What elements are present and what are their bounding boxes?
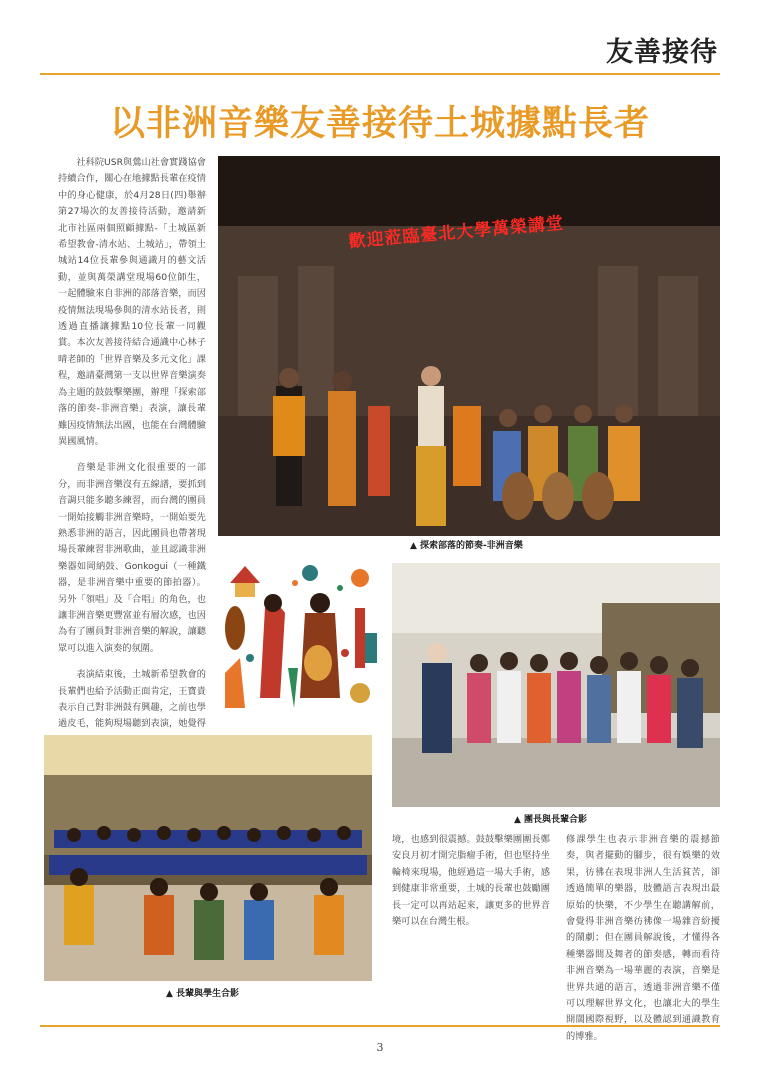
page-number: 3 [376, 1041, 384, 1054]
stage-photo-caption: ▲ 探索部落的節奏-非洲音樂 [410, 541, 523, 551]
group-photo-caption: ▲ 團長與長輩合影 [514, 815, 588, 825]
section-tag: 友善接待 [606, 37, 718, 68]
text-column-left [58, 155, 206, 792]
paragraph-1: 社科院USR與鶯山社會實踐協會持續合作，關心在地據點長輩在疫情中的身心健康，於4月28日(四)舉辦第27場次的友善接待活動，邀請新北市社區兩個照顧據點-「土城區新希望教會-清水站、土城站」，帶領土城站14位長輩參與通識月的藝文活動，並與萬榮講堂現場60位師生，一起體驗來自非洲的部落音樂，而因疫情無法現場參與的清水站長者，則透過直播讓據點10位長輩一同觀賞。本次友善接待結合通識中心林子晴老師的「世界音樂及多元文化」課程，邀請臺灣第一支以世界音樂演奏為主題的鼓鼓擊樂團，辦理「探索部落的節奏-非洲音樂」表演，讓長輩雖因疫情無法出國，也能在台灣體驗異國風情。 [58, 157, 206, 447]
hall-photo-caption: ▲ 長輩與學生合影 [166, 989, 240, 999]
text-column-middle [392, 832, 550, 940]
paragraph-3: 表演結束後，土城新希望教會的長輩們也給予活動正面肯定，王寶貴表示自己對非洲鼓有興趣，之前也學過皮毛，能夠現場聽到表演，她覺得 [58, 669, 206, 730]
paragraph-4: 境，也感到很震撼。鼓鼓擊樂團團長鄭安良月初才開完脂瘤手術，但也堅持坐輪椅來現場，他經過這一場大手術，感到健康非常重要，土城的長輩也鼓勵團長一定可以再站起來，讓更多的世界音樂可以在台灣生根。 [392, 834, 550, 928]
stage-banner: 歡迎蒞臨臺北大學萬榮講堂 [347, 213, 565, 253]
header-rule [40, 73, 720, 75]
group-photo-elders [392, 563, 720, 807]
article-title: 以非洲音樂友善接待土城據點長者 [109, 103, 650, 144]
text-column-right [566, 832, 720, 1055]
footer-rule [40, 1025, 720, 1027]
paragraph-5: 修課學生也表示非洲音樂的震撼節奏，與者擺動的腳步，很有娛樂的效果，彷彿在表現非洲人生活貧苦，卻透過簡單的樂器，肢體語言表現出最原始的快樂，不少學生在聽講解前，會覺得非洲音樂彷彿像一場雜音紛擾的鬧劇；但在團員解說後，才懂得各種樂器間及舞者的節奏感，轉而看待非洲音樂為一場華麗的表演，音樂是世界共通的語言，透過非洲音樂不僅可以理解世界文化，也讓北大的學生開闊國際視野，以及體認到通識教育的博雅。 [566, 834, 720, 1042]
african-music-illustration [210, 558, 385, 718]
paragraph-2: 音樂是非洲文化很重要的一部分，而非洲音樂沒有五線譜，要抓到音調只能多聽多練習，而台灣的團員一開始接觸非洲音樂時，一開始要先熟悉非洲的語言，因此團員也帶著現場長輩練習非洲歌曲，並且認識非洲樂器如岡納鼓、Gonkogui（一種鐵器，是非洲音樂中重要的節拍器）。另外「領唱」及「合唱」的角色，也讓非洲音樂更豐富並有層次感，也因為有了團員對非洲音樂的解說，讓聽眾可以進入演奏的氛圍。 [58, 462, 206, 654]
stage-performance-photo [218, 156, 720, 536]
hall-photo-students [44, 735, 372, 981]
